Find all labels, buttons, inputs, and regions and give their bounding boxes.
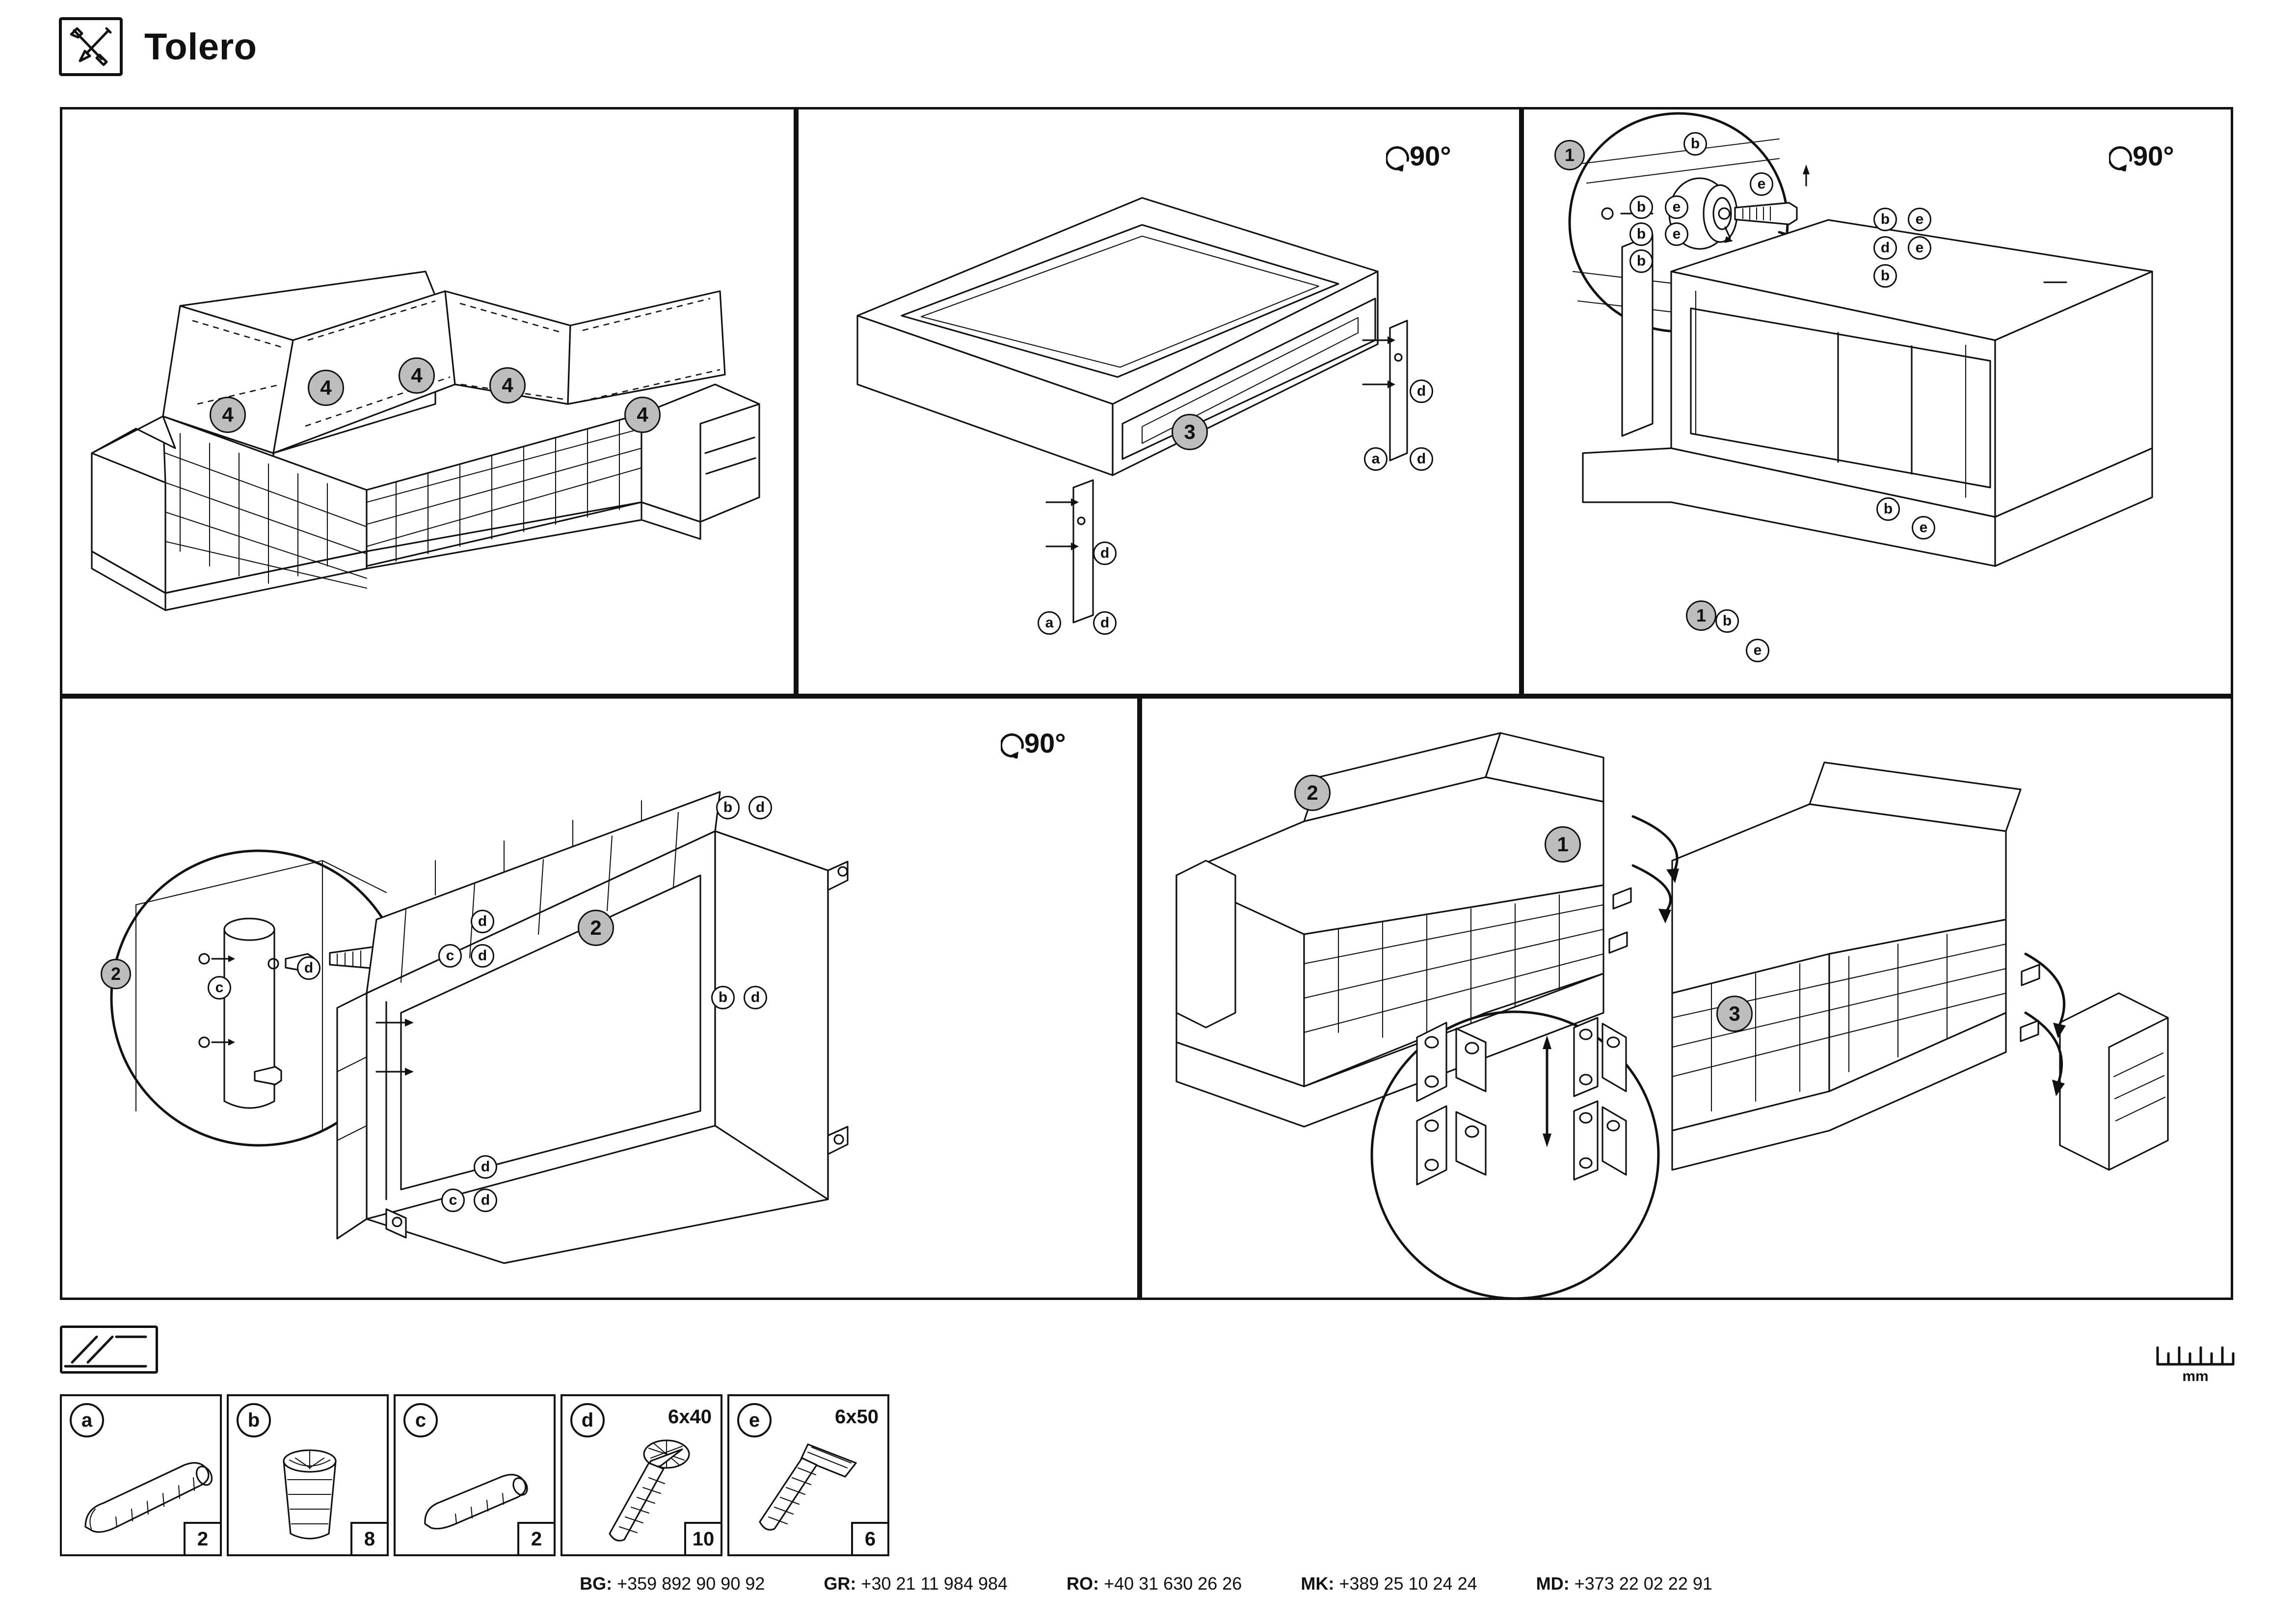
phone-gr (824, 1573, 1008, 1594)
callout-4-4: 4 (489, 367, 526, 404)
phone-country: RO: (1067, 1573, 1099, 1594)
part-tag-a: a (1364, 447, 1388, 471)
contact-phones (59, 1573, 2233, 1594)
part-tag-e: e (1912, 516, 1935, 540)
phone-ro (1067, 1573, 1242, 1594)
part-qty: 10 (684, 1522, 721, 1554)
callout-4-5: 4 (624, 397, 661, 433)
callout-2-left-module: 2 (1294, 775, 1331, 811)
part-tag-b: b (1873, 208, 1897, 231)
callout-4-3: 4 (399, 357, 435, 394)
callout-1-detail: 1 (1554, 140, 1585, 170)
callout-2-detail: 2 (101, 959, 131, 989)
rotate-90-label-p2: 90° (1410, 140, 1451, 172)
part-tag-a: a (1038, 611, 1061, 635)
part-item-b (227, 1394, 389, 1556)
part-tag-d: d (748, 796, 772, 819)
part-tag-d: d (1093, 611, 1117, 635)
callout-4-2: 4 (308, 370, 344, 406)
part-tag-b: b (1629, 222, 1653, 246)
part-tag-d: d (1873, 236, 1897, 260)
part-qty: 2 (517, 1522, 554, 1554)
tools-icon (59, 17, 123, 76)
leg-fixing-drawing (1524, 109, 2231, 694)
phone-number: +389 25 10 24 24 (1339, 1573, 1477, 1594)
phone-country: MD: (1536, 1573, 1570, 1594)
callout-1-frame: 1 (1686, 600, 1716, 631)
part-qty: 6 (851, 1522, 887, 1554)
part-size: 6x40 (668, 1406, 712, 1428)
panel-assembled-sofa (60, 107, 796, 696)
part-letter: d (570, 1403, 605, 1437)
part-tag-b: b (711, 986, 735, 1009)
part-tag-e: e (1750, 172, 1773, 196)
part-tag-d: d (471, 944, 494, 968)
phone-number: +359 892 90 90 92 (617, 1573, 765, 1594)
part-tag-d: d (474, 1155, 497, 1179)
panel-module-joining (1140, 696, 2233, 1300)
part-qty: 2 (184, 1522, 220, 1554)
rotate-90-label-p4: 90° (1024, 727, 1066, 759)
part-tag-d: d (1410, 447, 1433, 471)
part-tag-b: b (1876, 497, 1900, 521)
part-tag-c: c (208, 976, 231, 1000)
part-tag-c: c (438, 944, 462, 968)
parts-icon (60, 1326, 158, 1374)
rotate-90-label-p3: 90° (2133, 140, 2174, 172)
part-tag-b: b (1873, 264, 1897, 288)
part-letter: c (403, 1403, 438, 1437)
callout-3: 3 (1172, 414, 1208, 450)
callout-2-frame: 2 (578, 910, 614, 946)
part-tag-b: b (1629, 195, 1653, 219)
part-item-e (727, 1394, 889, 1556)
part-tag-b: b (1629, 249, 1653, 273)
ruler-label: mm (2182, 1368, 2209, 1384)
part-tag-c: c (441, 1189, 465, 1212)
part-letter: b (237, 1403, 271, 1437)
phone-country: MK: (1301, 1573, 1335, 1594)
base-frame-drawing (799, 109, 1519, 694)
callout-1-right-module: 1 (1545, 826, 1581, 863)
page-title: Tolero (144, 26, 257, 68)
part-item-d (561, 1394, 722, 1556)
header (59, 20, 2233, 74)
sofa-overview-drawing (62, 109, 794, 694)
part-tag-d: d (744, 986, 767, 1009)
part-tag-e: e (1908, 208, 1931, 231)
phone-country: GR: (824, 1573, 856, 1594)
part-size: 6x50 (835, 1406, 879, 1428)
part-letter: e (737, 1403, 772, 1437)
phone-bg (580, 1573, 765, 1594)
part-item-a (60, 1394, 222, 1556)
part-tag-b: b (716, 796, 740, 819)
part-tag-b: b (1715, 609, 1739, 633)
scale-ruler (2154, 1343, 2237, 1385)
part-tag-e: e (1665, 195, 1688, 219)
panel-leg-fixing (1522, 107, 2233, 696)
phone-number: +373 22 02 22 91 (1574, 1573, 1712, 1594)
part-tag-e: e (1746, 639, 1769, 662)
part-item-c (394, 1394, 556, 1556)
phone-mk (1301, 1573, 1477, 1594)
callout-4-1: 4 (210, 397, 246, 433)
part-tag-d: d (471, 910, 494, 933)
part-tag-e: e (1908, 236, 1931, 260)
part-tag-d: d (474, 1189, 497, 1212)
panel-base-frame (796, 107, 1522, 696)
panel-backrest (60, 696, 1140, 1300)
part-letter: a (70, 1403, 104, 1437)
part-tag-d: d (1410, 379, 1433, 403)
callout-3-arm-module: 3 (1716, 996, 1753, 1032)
phone-md (1536, 1573, 1712, 1594)
part-qty: 8 (350, 1522, 387, 1554)
part-tag-d: d (1093, 541, 1117, 565)
phone-number: +30 21 11 984 984 (861, 1573, 1008, 1594)
phone-number: +40 31 630 26 26 (1104, 1573, 1242, 1594)
phone-country: BG: (580, 1573, 613, 1594)
part-tag-d: d (297, 956, 320, 980)
part-tag-b: b (1683, 132, 1707, 156)
part-tag-e: e (1665, 222, 1688, 246)
